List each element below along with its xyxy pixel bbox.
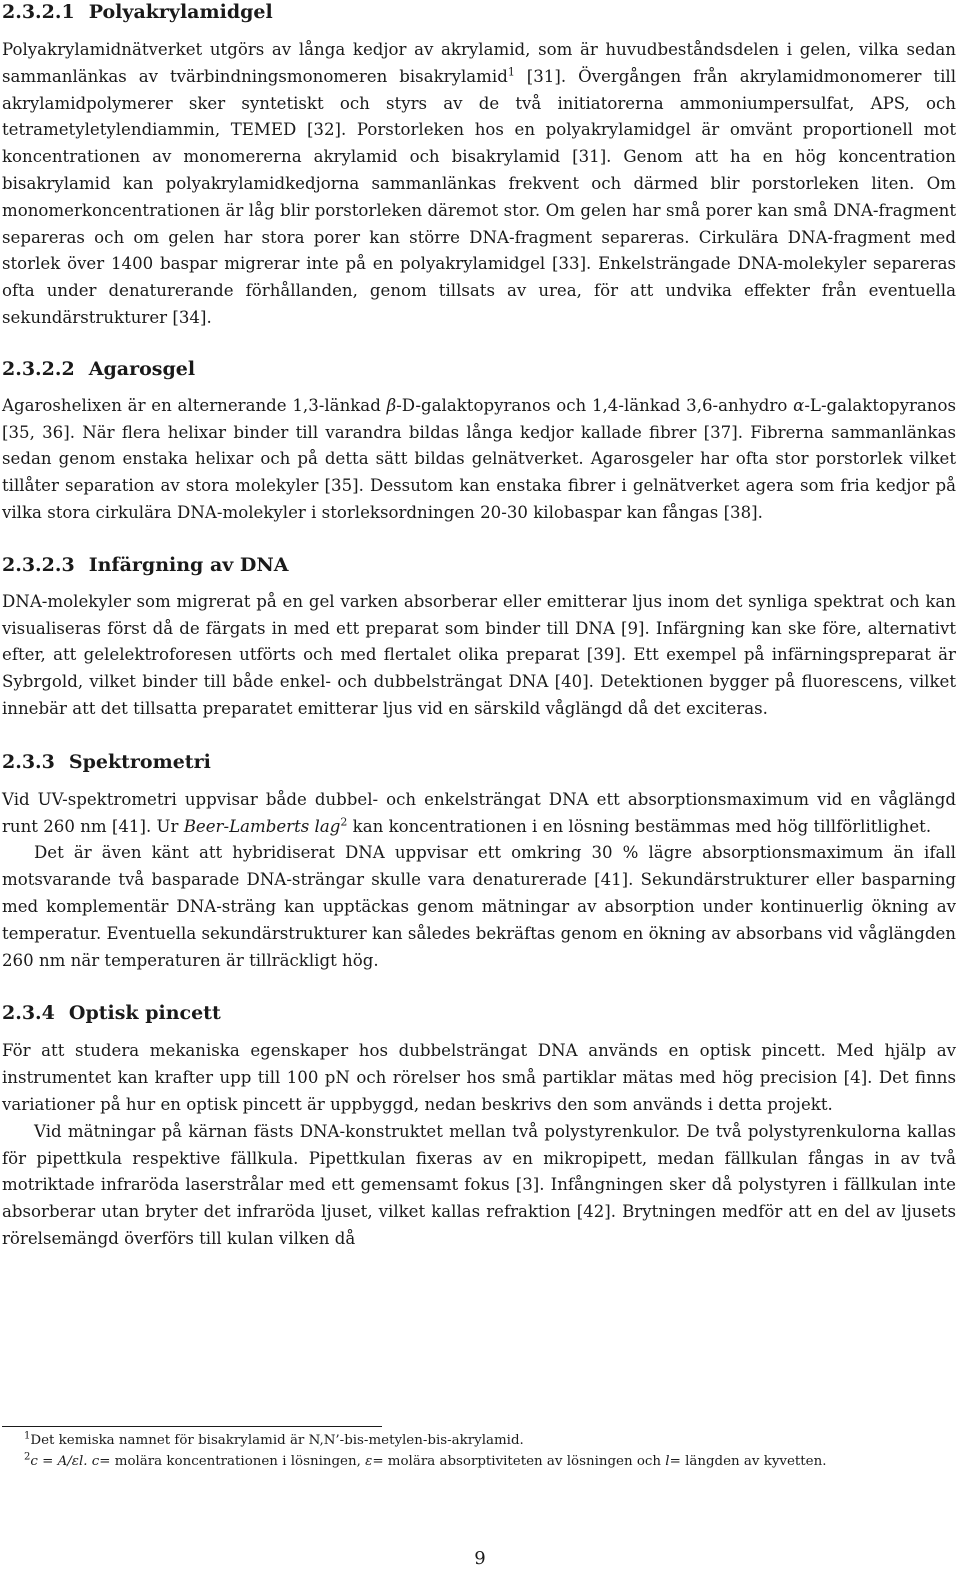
paragraph-text: -L-galaktopyranos [35, 36]. När flera helixar binder till varandra bildas långa kedjor kallade fibrer [37]. Fibrerna sammanlänkas sedan genom enstaka helixar och på detta sätt bildas gelnätverket. Agarosgeler har ofta stor porstorlek vilket tillåter separation av stora molekyler [35]. Dessutom kan enstaka fibrer i gelnätverket agera som fria kedjor på vilka stora cirkulära DNA-molekyler i storleksordningen 20-30 kilobaspar kan fångas [38]. — [2, 395, 957, 522]
section-number: 2.3.2.2 — [2, 357, 75, 380]
paragraph: DNA-molekyler som migrerat på en gel varken absorberar eller emitterar ljus inom det synliga spektrat och kan visualiseras först då de färgats in med ett preparat som binder till DNA [9]. Infärgning kan ske före, alternativt efter, att gelelektroforesen utförts och med flertalet olika preparat [39]. Ett exempel på infärningspreparat är Sybrgold, vilket binder till både enkel- och dubbelsträngat DNA [40]. Detektionen bygger på fluorescens, vilket innebär att det tillsatta preparatet emitterar ljus vid en särskild våglängd då det exciteras. — [2, 591, 956, 718]
section-number: 2.3.3 — [2, 750, 55, 773]
paragraph: Det är även känt att hybridiserat DNA uppvisar ett omkring 30 % lägre absorptionsmaximum än ifall motsvarande två basparade DNA-strängar skulle vara denaturerade [41]. Sekundärstrukturer eller basparning med komplementär DNA-sträng kan upptäckas genom mätningar av absorption under kontinuerlig ökning av temperatur. Eventuella sekundärstrukturer kan således bekräftas genom en ökning av absorbans vid våglängden 260 nm när temperaturen är tillräckligt hög. — [2, 843, 956, 970]
section-polyakrylamidgel — [2, 0, 956, 332]
section-title: Optisk pincett — [68, 1002, 221, 1025]
footnote-divider — [2, 1426, 382, 1427]
footnote-1 — [2, 1430, 956, 1451]
section-number: 2.3.2.1 — [2, 1, 75, 23]
italic-term: Beer-Lamberts lag — [183, 816, 341, 836]
section-optisk-pincett — [2, 1002, 956, 1252]
footnote-2 — [2, 1451, 956, 1472]
paragraph — [2, 393, 956, 527]
footnote-symbol: l — [665, 1454, 670, 1469]
footnote-ref: 1 — [507, 65, 515, 79]
paragraph-text: Polyakrylamidnätverket utgörs av långa kedjor av akrylamid, som är huvudbeståndsdelen i gelen, vilka sedan sammanlänkas av tvärbindningsmonomeren bisakrylamid — [2, 40, 956, 86]
paragraph-text: -D-galaktopyranos och 1,4-länkad 3,6-anhydro — [396, 395, 794, 415]
footnote-mark: 1 — [24, 1430, 31, 1442]
footnote-symbol: ε — [365, 1454, 373, 1469]
greek-symbol: β — [386, 395, 397, 415]
footnote-text: = molära koncentrationen i lösningen, — [99, 1454, 366, 1469]
section-heading — [2, 358, 956, 380]
section-title: Spektrometri — [68, 750, 211, 773]
section-heading — [2, 1002, 956, 1024]
section-spektrometri — [2, 751, 956, 975]
footnote-text: = längden av kyvetten. — [669, 1454, 827, 1469]
greek-symbol: α — [793, 395, 805, 415]
footnote-formula: c = A/εl. — [30, 1454, 88, 1469]
section-number: 2.3.4 — [2, 1002, 55, 1025]
footnote-text: Det kemiska namnet för bisakrylamid är N,N’-bis-metylen-bis-akrylamid. — [30, 1433, 524, 1448]
paragraph — [2, 787, 956, 841]
section-title: Polyakrylamidgel — [88, 1, 273, 23]
paragraph-text: kan koncentrationen i en lösning bestämmas med hög tillförlitlighet. — [347, 816, 932, 836]
section-agarosgel — [2, 358, 956, 527]
footnotes — [2, 1430, 956, 1472]
footnote-symbol: c — [91, 1454, 100, 1469]
page-number: 9 — [474, 1548, 486, 1569]
section-heading — [2, 0, 956, 24]
section-heading — [2, 554, 956, 576]
section-number: 2.3.2.3 — [2, 553, 75, 576]
paragraph: Vid mätningar på kärnan fästs DNA-konstruktet mellan två polystyrenkulor. De två polystyrenkulorna kallas för pipettkula respektive fällkula. Pipettkulan fixeras av en mikropipett, medan fällkulan fångas in av två motriktade infraröda laserstrålar med ett gemensamt fokus [3]. Infångningen sker då polystyren i fällkulan inte absorberar utan bryter det infraröda ljuset, vilket kallas refraktion [42]. Brytningen medför att en del av ljusets rörelsemängd överförs till kulan vilken då — [2, 1121, 956, 1248]
paragraph-text: Agaroshelixen är en alternerande 1,3-länkad — [2, 395, 387, 415]
section-infargning — [2, 554, 956, 723]
paragraph: För att studera mekaniska egenskaper hos dubbelsträngat DNA används en optisk pincett. Med hjälp av instrumentet kan krafter upp till 100 pN och rörelser hos små partiklar mätas med hög precision [4]. Det finns variationer på hur en optisk pincett är uppbyggd, nedan beskrivs den som används i detta projekt. — [2, 1041, 956, 1114]
footnote-mark: 2 — [24, 1451, 31, 1463]
footnote-ref: 2 — [340, 815, 348, 828]
footnote-text: = molära absorptiviteten av lösningen och — [372, 1454, 666, 1469]
page-body — [2, 0, 956, 1253]
section-heading — [2, 751, 956, 773]
paragraph-text: Vid UV-spektrometri uppvisar både dubbel- och enkelsträngat DNA ett absorptionsmaximum vid en våglängd runt 260 nm [41]. Ur — [2, 789, 956, 836]
section-title: Infärgning av DNA — [88, 553, 289, 576]
section-title: Agarosgel — [88, 357, 196, 380]
paragraph — [2, 37, 956, 332]
paragraph-text: [31]. Övergången från akrylamidmonomerer till akrylamidpolymerer sker syntetiskt och styrs av de två initiatorerna ammoniumpersulfat, APS, och tetrametyletylendiammin, TEMED [32]. Porstorleken hos en polyakrylamidgel är omvänt proportionell mot koncentrationen av monomererna akrylamid och bisakrylamid [31]. Genom att ha en hög koncentration bisakrylamid kan polyakrylamidkedjorna sammanlänkas frekvent och därmed blir porstorleken liten. Om monomerkoncentrationen är låg blir porstorleken däremot stor. Om gelen har små porer kan små DNA-fragment separeras och om gelen har stora porer kan större DNA-fragment separeras. Cirkulära DNA-fragment med storlek över 1400 baspar migrerar inte på en polyakrylamidgel [33]. Enkelsträngade DNA-molekyler separeras ofta under denaturerande förhållanden, genom tillsats av urea, för att undvika effekter från eventuella sekundärstrukturer [34]. — [2, 66, 956, 327]
